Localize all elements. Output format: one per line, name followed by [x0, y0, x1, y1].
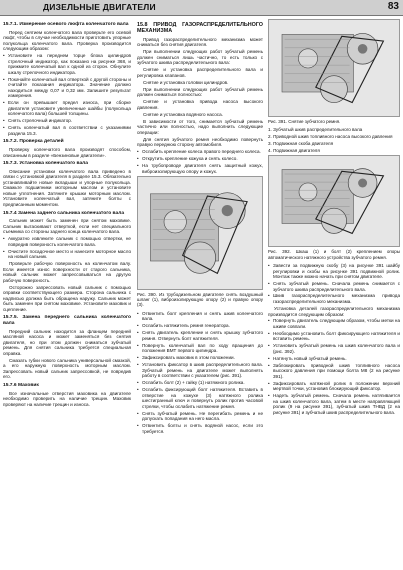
paragraph: Сальник может быть заменен при снятом маховике. Сальник вытаскивают отверткой, если нет специального съемника со стороны заднего конца коленчатого вала.: [3, 218, 131, 235]
column-middle: [137, 19, 263, 567]
bullet-item: • Снять коленчатый вал в соответствии с указаниями раздела 15.3.: [3, 125, 131, 136]
figure-image: [268, 155, 400, 247]
paragraph: Описание установки коленчатого вала приведено в связи с установкой двигателя в разделе 15.3. Обязательно устанавливайте новые вкладыши и упорные полукольца. Смажьте подшипники моторным маслом и установите новые уплотнения. Затяните крышки моторным маслом. Установите коленчатый вал, затяните болты с предписанным моментом.: [3, 168, 131, 207]
bullet-item: • Если он превышает предел износа, при сборке двигателя установите увеличенные шайбы (полукольца коленчатого вала) большей толщины.: [3, 100, 131, 117]
bullet-item: • Надеть зубчатый ремень. Сначала ремень натягивается на шкив коленчатого вала, затем в месте направляющей ролик (9 на рисунке 391), зубчатый шкив ТНВД (2 на рисунке 391) и зубчатый шкив распределительного вала.: [268, 393, 400, 415]
figure-image: [137, 176, 263, 290]
paragraph: При выполнении следующих работ зубчатый ремень должен сниматься полностью:: [137, 86, 263, 98]
paragraph: Проверку коленчатого вала производят способом, описанным в разделе «Бензиновые двигатели».: [3, 146, 131, 158]
legend-item: 3. Подвижная скоба двигателя: [268, 141, 334, 147]
paragraph: При выполнении следующих работ зубчатый ремень должен сниматься лишь частично, то есть только с зубчатого шкива распределительного вала:: [137, 49, 263, 66]
column-left: [3, 19, 131, 567]
section-heading: 15.7.6 Маховик: [3, 382, 39, 388]
page-number: 83: [387, 1, 399, 12]
bullet-item: • На трубопроводе двигателя снять защитный кожух, виброизолирующую опору и кожух.: [137, 163, 263, 174]
legend-item: 1. Зубчатый шкив распределительного вала: [268, 127, 363, 133]
section-heading: 15.7.3. Установка коленчатого вала: [3, 161, 89, 167]
bullet-item: • Ослабить крепление колеса правого переднего колеса.: [137, 149, 263, 155]
legend-item: 2. Приводной шкив топливного насоса высокого давления: [268, 134, 393, 140]
paragraph: Привод газораспределительного механизма может сниматься без снятия двигателя.: [137, 36, 263, 48]
bullet-item: • Снять стрелочный индикатор.: [3, 118, 131, 124]
bullet-item: • Натянуть новый зубчатый ремень.: [268, 356, 400, 362]
paragraph: Снятие и установка головки цилиндров.: [143, 79, 229, 85]
bullet-item: • Зафиксировать натяжной ролик в положении верхний мертвой точки, установив блокирующий фиксатор.: [268, 381, 400, 392]
bullet-item: • Ослабить фиксирующий болт натяжителя. Вставить в отверстие на кожухе (3) натяжного ролика шестигранный ключ и повернуть ролик против часовой стрелки, чтобы ослабить натяжение ремня.: [137, 387, 263, 409]
paragraph: Проверьте рабочую поверхность на коленчатом валу. Если имеется износ поверхности от старого сальника, новый сальник может запрессовываться на другую рабочую поверхность.: [3, 261, 131, 283]
paragraph: Смазать губки нового сальника универсальной смазкой, а его наружную поверхность моторным маслом. Запрессовать новый сальник запрессовкой, не повредив его.: [3, 357, 131, 380]
figure-caption: Рис. 392. Шкаш (1) и болт (2) креплением опоры автоматического натяжного устройства зубчатого ремня.: [268, 249, 400, 260]
bullet-item: • Аккуратно извлеките сальник с помощью отвертки, не повредив поверхность коленчатого вала.: [3, 236, 131, 247]
bullet-item: • Повернуть коленчатый вал по ходу вращения до положения ВМТ первого цилиндра.: [137, 343, 263, 354]
paragraph: Снятие и установка водяного насоса.: [143, 111, 223, 117]
paragraph: В зависимости от того, снимается зубчатый ремень частично или полностью, надо выполнить следующие операции:: [137, 118, 263, 135]
bullet-item: • Шкив газораспределительного механизма привода газораспределительного механизма.: [268, 293, 400, 304]
bullet-item: • Ослабить болт (2) + гайку (1) натяжного ролика.: [137, 380, 263, 386]
bullet-item: • Снять двигатель крепление и снять крышку зубчатого ремня. Отвернуть болт натяжителя.: [137, 330, 263, 341]
bullet-item: • Очистите посадочное место и нанесите моторное масло на новый сальник.: [3, 249, 131, 260]
section-heading: 15.7.2. Проверка деталей: [3, 139, 64, 145]
figure: [137, 176, 263, 308]
paragraph: Снятие и установка распределительного вала и регулировка клапанов.: [137, 67, 263, 78]
figure: [268, 155, 400, 260]
bullet-item: • Завести за подвижную скобу (3) на рисунке 391 шайбу регулировки и скобы на рисунке 391 подвижной ролик. Монтаж также можно начать при снятом двигателе.: [268, 263, 400, 280]
running-title: ДИЗЕЛЬНЫЕ ДВИГАТЕЛИ: [43, 2, 156, 12]
section-heading: 15.7.1. Измерение осевого люфта коленчатого вала: [3, 22, 129, 27]
paragraph: Снятие и установка привода насоса высокого давления.: [137, 99, 263, 110]
bullet-item: • Повернуть двигатель следующим образом, чтобы метки на шкиве совпали.: [268, 318, 400, 329]
bullet-item: • Установить зубчатый ремень на шкив коленчатого вала и (рис. 392).: [268, 343, 400, 354]
paragraph: Осторожно запрессовать новый сальник с помощью оправки соответствующего размера. Сторона сальника с надписью должна быть обращена наружу. Сальник может быть заменен при снятом маховике. Установите маховик и сцепление.: [3, 284, 131, 312]
paragraph: Все изначальные отверстия маховика на двигателе необходимо проверить на наличие трещин. Маховик проверяют на наличие трещин и износа.: [3, 390, 131, 407]
section-heading: 15.8 ПРИВОД ГАЗОРАСПРЕДЕЛИТЕЛЬНОГО МЕХАНИЗМА: [137, 22, 263, 35]
bullet-item: • Покачайте коленчатый вал отверткой с другой стороны и считайте показания индикатора. Значение должно находиться между 0,07 и 0,32 мм. Запишите результат измерения.: [3, 77, 131, 99]
figure-caption: Рис. 390. Из трубодизельном двигателе снять воздушный шланг (1), виброизолирующую опору (2) и правую опору (3).: [137, 291, 263, 308]
bullet-item: • Необходимо установить болт фиксирующего натяжителя и вставить ремень.: [268, 331, 400, 342]
page-header: [0, 0, 403, 16]
paragraph: Перед снятием коленчатого вала проверьте его осевой люфт, чтобы в случае необходимости приготовить упорные полукольца коленчатого вала. Проверка производится следующим образом:: [3, 29, 131, 52]
bullet-item: • Открутить крепление кожуха и снять колесо.: [137, 156, 263, 162]
bullet-item: • Заблокировать приводной шкив топливного насоса высокого давления при помощи болта M8 (2 на рисунке 391).: [268, 363, 400, 380]
figure-caption: Рис. 391. Снятие зубчатого ремня.: [268, 119, 341, 124]
column-right: [268, 19, 400, 567]
bullet-item: • Ослабить натяжитель ремня генератора.: [137, 323, 263, 329]
bullet-item: • Отвинтить болт крепления и снять шкив коленчатого вала.: [137, 311, 263, 322]
bullet-item: • Установите на переднем торце блока цилиндров стрелочный индикатор, как показано на рисунке 368, и прижмите коленчатый вал к одной из сторон. Обнулите шкалу стрелочного индикатора.: [3, 53, 131, 75]
section-heading: 15.7.5. Замена переднего сальника коленчатого вала: [3, 315, 131, 326]
bullet-item: • Снять зубчатый ремень. Сначала ремень снимается с зубчатого шкива распределительного вала.: [268, 281, 400, 292]
bullet-item: • Отвинтить болты и снять водяной насос, если это требуется.: [137, 423, 263, 434]
bullet-item: • Снять зубчатый ремень. Не перегибать ремень и не допускать попадания на него масла.: [137, 411, 263, 422]
figure: [268, 19, 400, 124]
figure-image: [268, 19, 400, 117]
legend-item: 4. Подвижная двигателя: [268, 148, 320, 154]
paragraph: Передний сальник находится за фланцем передней масляной насоса и может заменяться без снятия двигателя, но при этом должен сниматься зубчатый ремень. Для снятия сальника требуется специальная оправка.: [3, 328, 131, 356]
bullet-item: • Установить фиксатор в шкив распределительного вала. Зубчатый ремень на двигателе может выполнять работу в соответствии с указателем (рис. 391).: [137, 362, 263, 379]
paragraph: Установка деталей газораспределительного механизма производится следующим образом:: [268, 305, 400, 317]
section-heading: 15.7.4 Замена заднего сальника коленчатого вала: [3, 210, 125, 216]
paragraph: Для снятия зубчатого ремня необходимо повернуть правую переднюю сторону автомобиля.: [137, 136, 263, 148]
bullet-item: • Зафиксировать маховик в этом положении.: [137, 355, 263, 361]
